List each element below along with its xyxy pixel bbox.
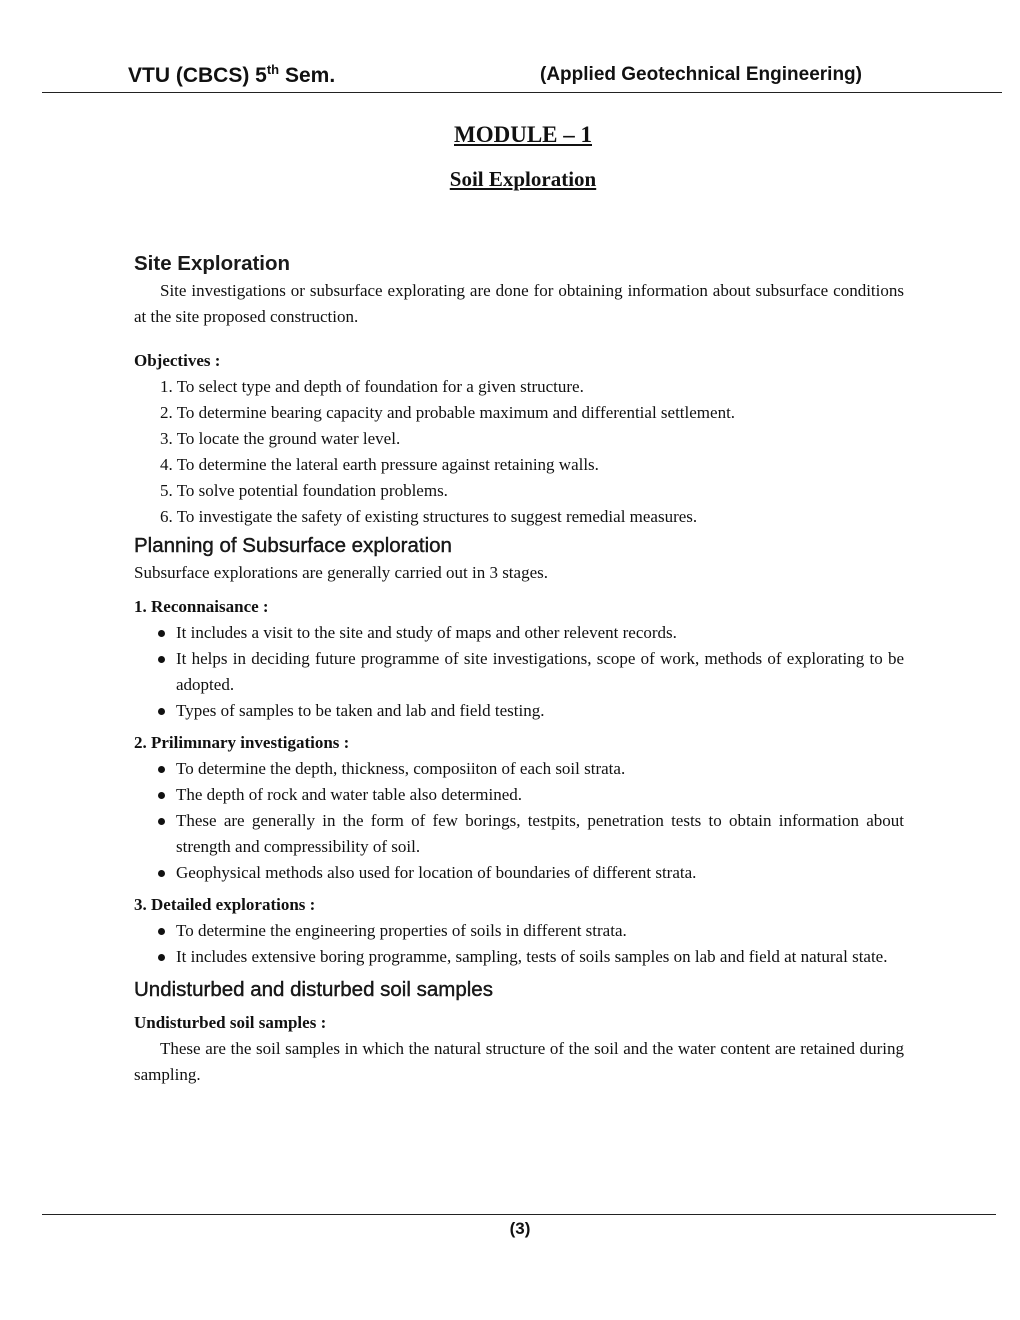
list-item: To determine the depth, thickness, composiiton of each soil strata. [176, 756, 904, 782]
list-item: It includes a visit to the site and study of maps and other relevent records. [176, 620, 904, 646]
footer-rule [42, 1214, 996, 1215]
stage-3-title: 3. Detailed explorations : [134, 895, 316, 914]
list-item: It helps in deciding future programme of site investigations, scope of work, methods of explorating to be adopted. [176, 646, 904, 698]
list-item: These are generally in the form of few borings, testpits, penetration tests to obtain information about strength and compressibility of soil. [176, 808, 904, 860]
objectives-heading: Objectives : [134, 351, 221, 370]
site-exploration-heading: Site Exploration [134, 252, 291, 275]
samples-heading: Undisturbed and disturbed soil samples [134, 978, 493, 1001]
module-subtitle: Soil Exploration [449, 167, 597, 191]
planning-intro: Subsurface explorations are generally carried out in 3 stages. [134, 563, 548, 582]
undisturbed-samples-heading: Undisturbed soil samples : [134, 1013, 327, 1032]
list-item: 5. To solve potential foundation problems. [160, 481, 448, 500]
list-item: 1. To select type and depth of foundation for a given structure. [160, 377, 584, 396]
stage-2-points [134, 756, 904, 886]
stage-1-points [134, 620, 904, 724]
list-item: It includes extensive boring programme, sampling, tests of soils samples on lab and field at natural state. [176, 944, 904, 970]
subject-label: (Applied Geotechnical Engineering) [540, 64, 862, 85]
list-item: To determine the engineering properties of soils in different strata. [176, 918, 904, 944]
module-title: MODULE – 1 [454, 122, 592, 147]
list-item: The depth of rock and water table also determined. [176, 782, 904, 808]
stage-1-title: 1. Reconnaisance : [134, 597, 269, 616]
course-label-suffix: Sem. [279, 64, 336, 87]
page-header [42, 58, 1002, 93]
site-exploration-paragraph: Site investigations or subsurface explorating are done for obtaining information about subsurface conditions at the site proposed construction. [134, 281, 904, 326]
stage-3-points [134, 918, 904, 970]
objectives-list [134, 374, 904, 530]
list-item: 6. To investigate the safety of existing structures to suggest remedial measures. [160, 507, 698, 526]
list-item: 3. To locate the ground water level. [160, 429, 401, 448]
stage-2-title: 2. Prilimınary investigations : [134, 733, 350, 752]
list-item: 4. To determine the lateral earth pressure against retaining walls. [160, 455, 599, 474]
list-item: Geophysical methods also used for location of boundaries of different strata. [176, 860, 904, 886]
undisturbed-samples-paragraph: These are the soil samples in which the natural structure of the soil and the water content are retained during sampling. [134, 1039, 904, 1084]
planning-heading: Planning of Subsurface exploration [134, 534, 452, 557]
course-label-prefix: VTU (CBCS) 5 [128, 64, 267, 87]
page-content [134, 250, 904, 1088]
course-label [128, 62, 335, 88]
page-number: (3) [509, 1219, 531, 1238]
list-item: 2. To determine bearing capacity and probable maximum and differential settlement. [160, 403, 736, 422]
course-label-sup: th [266, 62, 280, 77]
list-item: Types of samples to be taken and lab and field testing. [176, 698, 904, 724]
